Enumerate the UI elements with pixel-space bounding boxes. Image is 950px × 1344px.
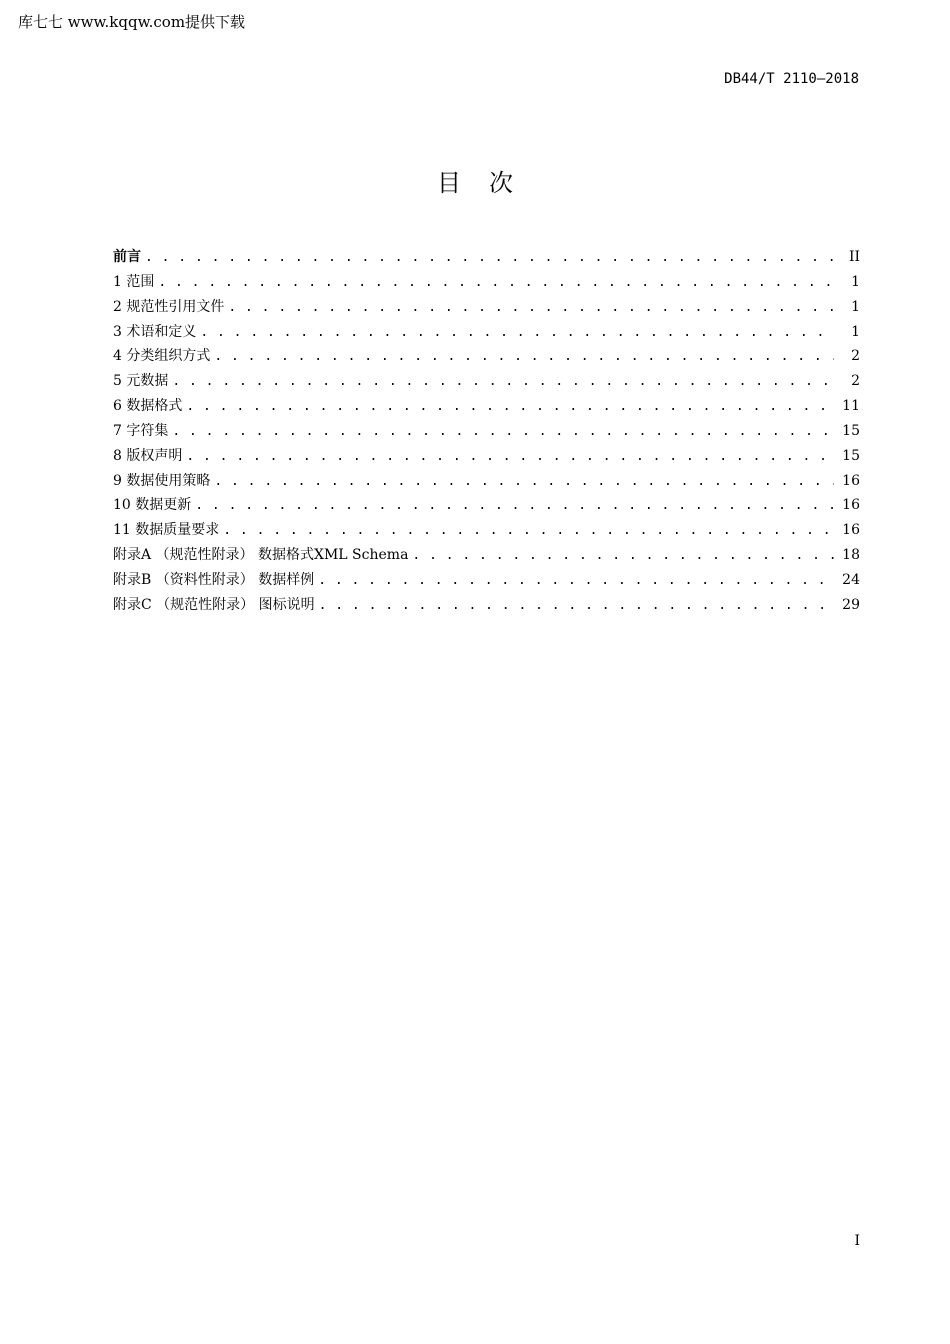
toc-entry-page: 24 — [842, 571, 860, 588]
toc-entry-page: 29 — [842, 596, 860, 613]
toc-entry-page: 2 — [851, 373, 860, 390]
toc-entry-appendix-b[interactable] — [113, 570, 860, 595]
toc-entry-charset[interactable] — [113, 421, 860, 446]
toc-entry-copyright[interactable] — [113, 446, 860, 471]
toc-entry-appendix-c[interactable] — [113, 595, 860, 620]
document-code: DB44/T 2110—2018 — [724, 71, 859, 87]
toc-entry-metadata[interactable] — [113, 371, 860, 396]
toc-entry-data-format[interactable] — [113, 396, 860, 421]
toc-entry-normative-references[interactable] — [113, 297, 860, 322]
toc-entry-label: 4 分类组织方式 — [113, 348, 211, 365]
toc-entry-label: 附录A （规范性附录） 数据格式XML Schema — [113, 547, 409, 564]
toc-leader-dots — [172, 422, 834, 442]
toc-entry-label: 5 元数据 — [113, 373, 169, 390]
toc-entry-label: 附录C （规范性附录） 图标说明 — [113, 596, 315, 613]
toc-entry-page: 18 — [842, 547, 860, 564]
toc-entry-scope[interactable] — [113, 272, 860, 297]
toc-entry-data-update[interactable] — [113, 495, 860, 520]
toc-entry-page: 16 — [842, 472, 860, 489]
toc-entry-page: 1 — [851, 273, 860, 290]
toc-entry-label: 9 数据使用策略 — [113, 472, 211, 489]
toc-entry-label: 前言 — [113, 249, 141, 265]
toc-entry-page: 11 — [842, 398, 860, 415]
toc-leader-dots — [214, 472, 834, 492]
toc-leader-dots — [214, 347, 834, 367]
toc-leader-dots — [319, 596, 834, 616]
watermark-text: 库七七 www.kqqw.com提供下载 — [18, 13, 246, 31]
toc-entry-page: 15 — [842, 447, 860, 464]
toc-entry-label: 6 数据格式 — [113, 398, 183, 415]
toc-entry-foreword[interactable] — [113, 247, 860, 272]
toc-entry-page: 2 — [851, 348, 860, 365]
toc-entry-label: 2 规范性引用文件 — [113, 298, 225, 315]
toc-entry-page: 1 — [851, 298, 860, 315]
toc-entry-label: 3 术语和定义 — [113, 323, 197, 340]
toc-entry-page: 16 — [842, 522, 860, 539]
toc-leader-dots — [186, 447, 834, 467]
toc-entry-label: 8 版权声明 — [113, 447, 183, 464]
page-title-char-1: 目 — [437, 169, 461, 197]
toc-entry-label: 1 范围 — [113, 273, 155, 290]
toc-leader-dots — [195, 496, 834, 516]
toc-entry-label: 7 字符集 — [113, 422, 169, 439]
toc-leader-dots — [172, 372, 834, 392]
toc-entry-usage-policy[interactable] — [113, 471, 860, 496]
toc-entry-page: 15 — [842, 422, 860, 439]
toc-leader-dots — [200, 323, 834, 343]
page-title — [0, 168, 950, 198]
toc-leader-dots — [145, 248, 834, 268]
toc-entry-page: 1 — [851, 323, 860, 340]
table-of-contents — [113, 247, 860, 620]
toc-leader-dots — [228, 298, 834, 318]
toc-entry-label: 11 数据质量要求 — [113, 522, 220, 539]
toc-entry-quality[interactable] — [113, 520, 860, 545]
toc-entry-page: II — [848, 249, 860, 265]
toc-leader-dots — [186, 397, 834, 417]
toc-leader-dots — [412, 546, 834, 566]
page-title-char-2: 次 — [489, 169, 513, 197]
toc-entry-page: 16 — [842, 497, 860, 514]
toc-leader-dots — [318, 571, 834, 591]
toc-entry-label: 附录B （资料性附录） 数据样例 — [113, 571, 315, 588]
toc-entry-appendix-a[interactable] — [113, 545, 860, 570]
toc-leader-dots — [223, 521, 834, 541]
toc-leader-dots — [158, 273, 834, 293]
toc-entry-terms[interactable] — [113, 322, 860, 347]
page-number: I — [854, 1233, 860, 1249]
toc-entry-classification[interactable] — [113, 346, 860, 371]
toc-entry-label: 10 数据更新 — [113, 497, 192, 514]
